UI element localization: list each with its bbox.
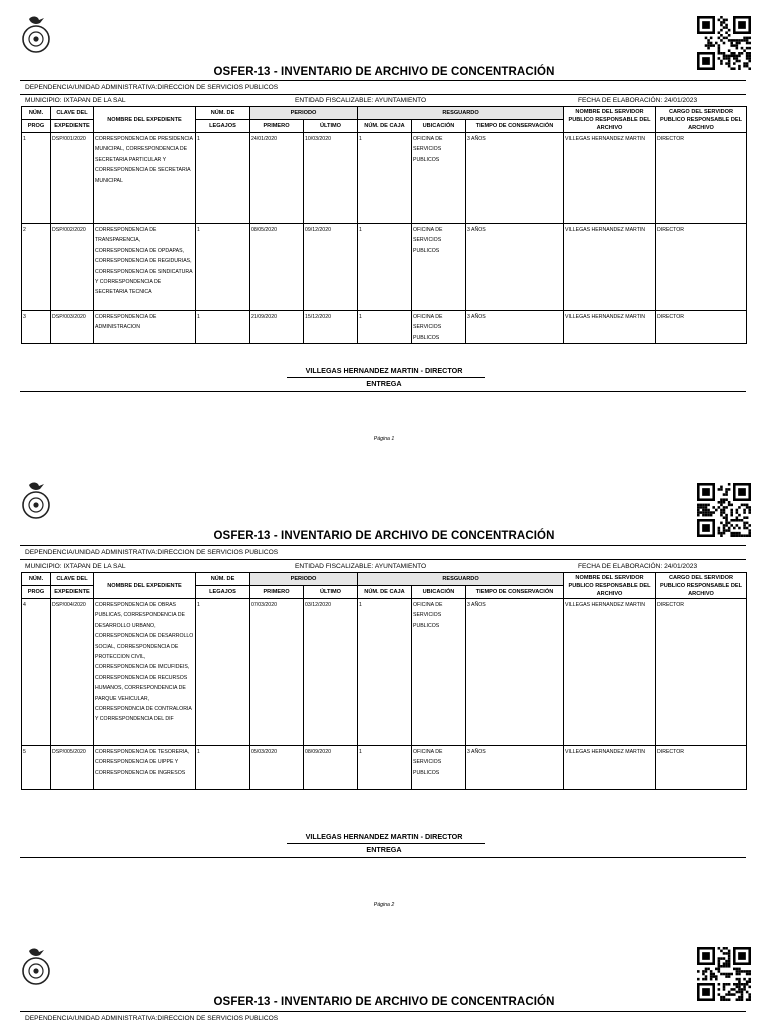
header-legajos-top: NÚM. DE bbox=[196, 573, 250, 586]
header-resguardo: RESGUARDO bbox=[358, 107, 564, 120]
header-servidor: NOMBRE DEL SERVIDOR PUBLICO RESPONSABLE DEL ARCHIVO bbox=[564, 573, 656, 599]
municipal-seal-icon bbox=[19, 14, 53, 54]
cell-ubicacion: OFICINA DE SERVICIOS PUBLICOS bbox=[412, 133, 466, 224]
cell-clave: DSP/001/2020 bbox=[51, 133, 94, 224]
page-number: Página 1 bbox=[373, 436, 395, 442]
document-title: OSFER-13 - INVENTARIO DE ARCHIVO DE CONCENTRACIÓN bbox=[213, 66, 555, 78]
municipal-seal-icon bbox=[19, 946, 53, 986]
cell-caja: 1 bbox=[358, 599, 412, 746]
cell-caja: 1 bbox=[358, 311, 412, 344]
inventory-rows bbox=[22, 599, 747, 790]
inventory-rows bbox=[22, 133, 747, 344]
header-primero: PRIMERO bbox=[250, 120, 304, 133]
cell-servidor: VILLEGAS HERNANDEZ MARTIN bbox=[564, 224, 656, 311]
signature-divider bbox=[20, 391, 746, 392]
header-nombre: NOMBRE DEL EXPEDIENTE bbox=[94, 107, 196, 133]
cell-primero: 08/05/2020 bbox=[250, 224, 304, 311]
dependencia-label: DEPENDENCIA/UNIDAD ADMINISTRATIVA:DIRECCION DE SERVICIOS PUBLICOS bbox=[25, 84, 279, 91]
cell-tiempo: 3 AÑOS bbox=[466, 224, 564, 311]
title-underline bbox=[20, 80, 746, 81]
document-title: OSFER-13 - INVENTARIO DE ARCHIVO DE CONCENTRACIÓN bbox=[213, 996, 555, 1008]
cell-caja: 1 bbox=[358, 224, 412, 311]
cell-tiempo: 3 AÑOS bbox=[466, 746, 564, 790]
signature-role: ENTREGA bbox=[366, 379, 402, 388]
cell-caja: 1 bbox=[358, 133, 412, 224]
header-clave-top: CLAVE DEL bbox=[51, 107, 94, 120]
cell-nombre: CORRESPONDENCIA DE TESORERIA, CORRESPONDENCIA DE UIPPE Y CORRESPONDENCIA DE INGRESOS bbox=[94, 746, 196, 790]
cell-caja: 1 bbox=[358, 746, 412, 790]
cell-legajos: 1 bbox=[196, 599, 250, 746]
cell-primero: 21/09/2020 bbox=[250, 311, 304, 344]
cell-num: 3 bbox=[22, 311, 51, 344]
cell-clave: DSP/002/2020 bbox=[51, 224, 94, 311]
qr-code-icon bbox=[697, 947, 751, 1001]
cell-cargo: DIRECTOR bbox=[656, 746, 747, 790]
cell-clave: DSP/004/2020 bbox=[51, 599, 94, 746]
inventory-table bbox=[21, 106, 747, 344]
header-clave-top: CLAVE DEL bbox=[51, 573, 94, 586]
cell-servidor: VILLEGAS HERNANDEZ MARTIN bbox=[564, 133, 656, 224]
cell-ultimo: 10/03/2020 bbox=[304, 133, 358, 224]
entidad-label: ENTIDAD FISCALIZABLE: AYUNTAMIENTO bbox=[295, 563, 427, 570]
cell-ultimo: 03/12/2020 bbox=[304, 599, 358, 746]
header-legajos-bottom: LEGAJOS bbox=[196, 120, 250, 133]
header-periodo: PERIODO bbox=[250, 107, 358, 120]
signature-name: VILLEGAS HERNANDEZ MARTIN - DIRECTOR bbox=[305, 366, 463, 375]
header-periodo: PERIODO bbox=[250, 573, 358, 586]
cell-tiempo: 3 AÑOS bbox=[466, 599, 564, 746]
cell-cargo: DIRECTOR bbox=[656, 311, 747, 344]
cell-tiempo: 3 AÑOS bbox=[466, 311, 564, 344]
header-cargo: CARGO DEL SERVIDOR PUBLICO RESPONSABLE DEL ARCHIVO bbox=[656, 107, 747, 133]
cell-primero: 05/03/2020 bbox=[250, 746, 304, 790]
cell-cargo: DIRECTOR bbox=[656, 224, 747, 311]
signature-line bbox=[287, 377, 485, 378]
fecha-label: FECHA DE ELABORACIÓN: 24/01/2023 bbox=[578, 97, 698, 104]
cell-ultimo: 15/12/2020 bbox=[304, 311, 358, 344]
dependencia-label: DEPENDENCIA/UNIDAD ADMINISTRATIVA:DIRECCION DE SERVICIOS PUBLICOS bbox=[25, 549, 279, 556]
header-ubicacion: UBICACIÓN bbox=[412, 120, 466, 133]
qr-code-icon bbox=[697, 16, 751, 70]
cell-ultimo: 09/12/2020 bbox=[304, 224, 358, 311]
table-row bbox=[22, 746, 747, 790]
header-primero: PRIMERO bbox=[250, 586, 304, 599]
header-servidor: NOMBRE DEL SERVIDOR PUBLICO RESPONSABLE DEL ARCHIVO bbox=[564, 107, 656, 133]
cell-num: 5 bbox=[22, 746, 51, 790]
municipio-label: MUNICIPIO: IXTAPAN DE LA SAL bbox=[25, 563, 126, 570]
cell-servidor: VILLEGAS HERNANDEZ MARTIN bbox=[564, 746, 656, 790]
header-ubicacion: UBICACIÓN bbox=[412, 586, 466, 599]
entidad-label: ENTIDAD FISCALIZABLE: AYUNTAMIENTO bbox=[295, 97, 427, 104]
table-row bbox=[22, 599, 747, 746]
signature-divider bbox=[20, 857, 746, 858]
document-title: OSFER-13 - INVENTARIO DE ARCHIVO DE CONCENTRACIÓN bbox=[213, 530, 555, 542]
header-ultimo: ÚLTIMO bbox=[304, 586, 358, 599]
cell-nombre: CORRESPONDENCIA DE TRANSPARENCIA, CORRESPONDENCIA DE OPDAPAS, CORRESPONDENCIA DE REGIDURIAS, CORRESPONDENCIA DE SINDICATURA Y CORRESPONDENCIA DE SECRETARIA TECNICA bbox=[94, 224, 196, 311]
cell-ultimo: 08/09/2020 bbox=[304, 746, 358, 790]
municipal-seal-icon bbox=[19, 480, 53, 520]
cell-ubicacion: OFICINA DE SERVICIOS PUBLICOS bbox=[412, 746, 466, 790]
header-clave-bottom: EXPEDIENTE bbox=[51, 586, 94, 599]
cell-ubicacion: OFICINA DE SERVICIOS PUBLICOS bbox=[412, 599, 466, 746]
cell-num: 1 bbox=[22, 133, 51, 224]
header-tiempo: TIEMPO DE CONSERVACIÓN bbox=[466, 120, 564, 133]
cell-cargo: DIRECTOR bbox=[656, 599, 747, 746]
header-caja: NÚM. DE CAJA bbox=[358, 120, 412, 133]
table-row bbox=[22, 133, 747, 224]
fecha-label: FECHA DE ELABORACIÓN: 24/01/2023 bbox=[578, 563, 698, 570]
cell-servidor: VILLEGAS HERNANDEZ MARTIN bbox=[564, 599, 656, 746]
inventory-table bbox=[21, 572, 747, 790]
dependencia-underline bbox=[20, 94, 746, 95]
header-caja: NÚM. DE CAJA bbox=[358, 586, 412, 599]
header-num-top: NÚM. bbox=[22, 107, 51, 120]
title-underline bbox=[20, 545, 746, 546]
cell-primero: 07/03/2020 bbox=[250, 599, 304, 746]
cell-nombre: CORRESPONDENCIA DE PRESIDENCIA MUNICIPAL, CORRESPONDENCIA DE SECRETARIA PARTICULAR Y CORRESPONDENCIA DE SECRETARIA MUNICIPAL bbox=[94, 133, 196, 224]
header-clave-bottom: EXPEDIENTE bbox=[51, 120, 94, 133]
header-num-top: NÚM. bbox=[22, 573, 51, 586]
cell-ubicacion: OFICINA DE SERVICIOS PUBLICOS bbox=[412, 224, 466, 311]
qr-code-icon bbox=[697, 483, 751, 537]
cell-legajos: 1 bbox=[196, 311, 250, 344]
header-legajos-bottom: LEGAJOS bbox=[196, 586, 250, 599]
header-tiempo: TIEMPO DE CONSERVACIÓN bbox=[466, 586, 564, 599]
title-underline bbox=[20, 1011, 746, 1012]
cell-legajos: 1 bbox=[196, 746, 250, 790]
signature-role: ENTREGA bbox=[366, 845, 402, 854]
cell-num: 2 bbox=[22, 224, 51, 311]
cell-num: 4 bbox=[22, 599, 51, 746]
cell-legajos: 1 bbox=[196, 133, 250, 224]
header-resguardo: RESGUARDO bbox=[358, 573, 564, 586]
header-num-bottom: PROG bbox=[22, 120, 51, 133]
header-nombre: NOMBRE DEL EXPEDIENTE bbox=[94, 573, 196, 599]
header-ultimo: ÚLTIMO bbox=[304, 120, 358, 133]
cell-clave: DSP/005/2020 bbox=[51, 746, 94, 790]
cell-legajos: 1 bbox=[196, 224, 250, 311]
cell-tiempo: 3 AÑOS bbox=[466, 133, 564, 224]
cell-servidor: VILLEGAS HERNANDEZ MARTIN bbox=[564, 311, 656, 344]
header-legajos-top: NÚM. DE bbox=[196, 107, 250, 120]
header-num-bottom: PROG bbox=[22, 586, 51, 599]
page-number: Página 2 bbox=[373, 902, 395, 908]
cell-clave: DSP/003/2020 bbox=[51, 311, 94, 344]
dependencia-label: DEPENDENCIA/UNIDAD ADMINISTRATIVA:DIRECCION DE SERVICIOS PUBLICOS bbox=[25, 1015, 279, 1022]
table-row bbox=[22, 311, 747, 344]
cell-nombre: CORRESPONDENCIA DE ADMINISTRACION bbox=[94, 311, 196, 344]
table-row bbox=[22, 224, 747, 311]
cell-ubicacion: OFICINA DE SERVICIOS PUBLICOS bbox=[412, 311, 466, 344]
signature-line bbox=[287, 843, 485, 844]
signature-name: VILLEGAS HERNANDEZ MARTIN - DIRECTOR bbox=[305, 832, 463, 841]
dependencia-underline bbox=[20, 559, 746, 560]
cell-cargo: DIRECTOR bbox=[656, 133, 747, 224]
municipio-label: MUNICIPIO: IXTAPAN DE LA SAL bbox=[25, 97, 126, 104]
cell-primero: 24/01/2020 bbox=[250, 133, 304, 224]
cell-nombre: CORRESPONDENCIA DE OBRAS PUBLICAS, CORRESPONDENCIA DE DESARROLLO URBANO, CORRESPONDENCIA DE DESARROLLO SOCIAL, CORRESPONDENCIA DE PROTECCION CIVIL, CORRESPONDENCIA DE IMCUFIDEIS, CORRESPONDENCIA DE RECURSOS HUMANOS, CORRESPONDENCIA DE PARQUE VEHICULAR, CORRESPONDNCIA DE CONTRALORIA Y CORRESPONDENCIA DEL DIF bbox=[94, 599, 196, 746]
header-cargo: CARGO DEL SERVIDOR PUBLICO RESPONSABLE DEL ARCHIVO bbox=[656, 573, 747, 599]
